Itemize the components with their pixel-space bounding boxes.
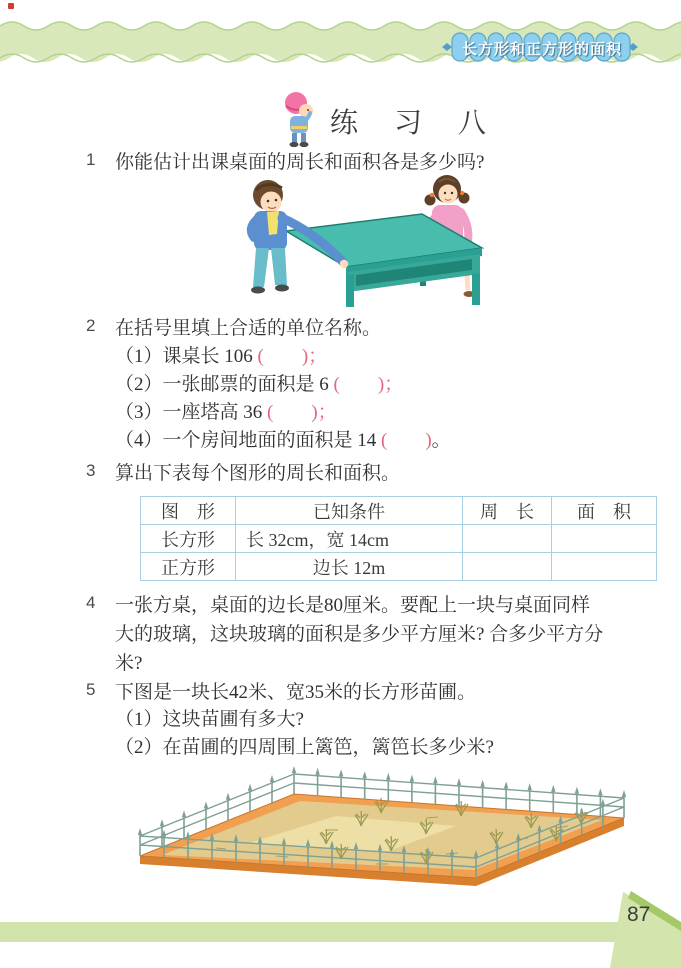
problem-5-number: 5 bbox=[86, 680, 96, 699]
garden-illustration bbox=[126, 756, 642, 896]
shapes-table bbox=[140, 496, 657, 581]
problem-5 bbox=[86, 678, 607, 707]
page-corner bbox=[591, 878, 681, 968]
table-row bbox=[141, 525, 657, 553]
answer-blank: ( ) bbox=[333, 374, 385, 395]
answer-blank: ( ) bbox=[257, 346, 309, 367]
chapter-badge bbox=[440, 31, 640, 65]
problem-5-item-2: （2）在苗圃的四周围上篱笆，篱笆长多少米? bbox=[115, 737, 494, 758]
page-title: 练 习 八 bbox=[330, 108, 491, 139]
problem-3-number: 3 bbox=[86, 461, 96, 480]
cell-known: 长 32cm，宽 14cm bbox=[236, 525, 463, 553]
item-punct: 。 bbox=[431, 430, 451, 451]
problem-5-text: 下图是一块长42米、宽35米的长方形苗圃。 bbox=[115, 682, 477, 703]
problem-3-text: 算出下表每个图形的周长和面积。 bbox=[115, 463, 401, 484]
problem-2-item-4 bbox=[115, 427, 451, 455]
cell-perimeter bbox=[463, 553, 552, 581]
mascot-kid-icon bbox=[278, 90, 326, 148]
cell-area bbox=[552, 525, 657, 553]
problem-1-number: 1 bbox=[86, 150, 96, 169]
problem-2-number: 2 bbox=[86, 316, 96, 335]
page-number: 87 bbox=[627, 903, 651, 926]
problem-4 bbox=[86, 591, 607, 678]
col-header-area: 面 积 bbox=[552, 497, 657, 525]
cell-area bbox=[552, 553, 657, 581]
problem-4-number: 4 bbox=[86, 593, 96, 612]
cell-shape: 正方形 bbox=[141, 553, 236, 581]
print-mark bbox=[8, 3, 14, 9]
problem-2-item-1 bbox=[115, 343, 327, 371]
col-header-shape: 图 形 bbox=[141, 497, 236, 525]
answer-blank: ( ) bbox=[267, 402, 318, 423]
item-punct: ； bbox=[317, 402, 337, 423]
cell-perimeter bbox=[463, 525, 552, 553]
table-row bbox=[141, 553, 657, 581]
col-header-perimeter: 周 长 bbox=[463, 497, 552, 525]
bottom-band bbox=[0, 922, 681, 942]
cell-known: 边长 12m bbox=[236, 553, 463, 581]
item-text: （4）一个房间地面的面积是 14 bbox=[115, 430, 382, 451]
problem-2-item-3 bbox=[115, 399, 337, 427]
problem-5-item-1: （1）这块苗圃有多大? bbox=[115, 709, 304, 730]
item-punct: ； bbox=[308, 346, 328, 367]
problem-2-item-2 bbox=[115, 371, 403, 399]
col-header-known: 已知条件 bbox=[236, 497, 463, 525]
table-header-row bbox=[141, 497, 657, 525]
chapter-badge-label: 长方形和正方形的面积 bbox=[461, 42, 622, 58]
item-text: （1）课桌长 106 bbox=[115, 346, 258, 367]
answer-blank: ( ) bbox=[381, 430, 432, 451]
problem-2 bbox=[86, 314, 607, 343]
problem-2-text: 在括号里填上合适的单位名称。 bbox=[115, 318, 382, 339]
item-text: （2）一张邮票的面积是 6 bbox=[115, 374, 334, 395]
item-punct: ； bbox=[384, 374, 404, 395]
problem-3 bbox=[86, 459, 607, 488]
problem-4-text: 一张方桌，桌面的边长是80厘米。要配上一块与桌面同样大的玻璃，这块玻璃的面积是多少平方厘米? 合多少平方分米? bbox=[115, 595, 604, 674]
cell-shape: 长方形 bbox=[141, 525, 236, 553]
desk-scene-illustration bbox=[230, 168, 488, 310]
item-text: （3）一座塔高 36 bbox=[115, 402, 268, 423]
problem-1-text: 你能估计出课桌面的周长和面积各是多少吗? bbox=[115, 152, 485, 173]
